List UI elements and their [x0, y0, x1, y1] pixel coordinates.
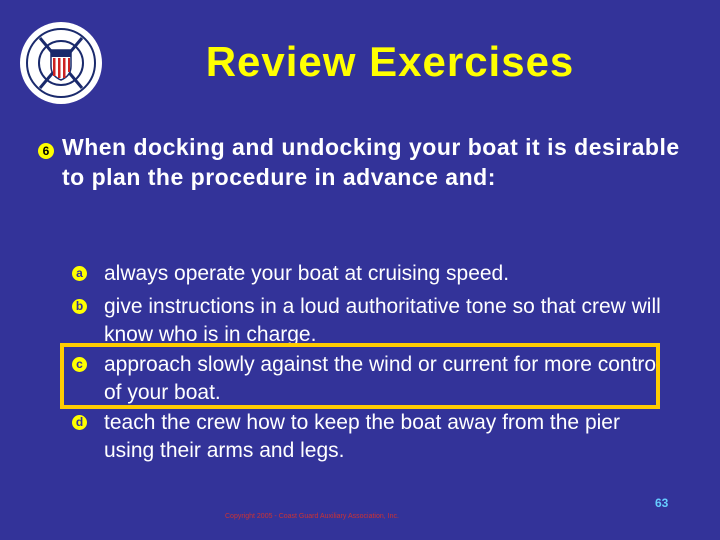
- answer-letter-badge: c: [72, 357, 87, 372]
- correct-answer-highlight: [60, 343, 660, 409]
- answer-text: always operate your boat at cruising speed.: [104, 262, 510, 285]
- answer-text: approach slowly against the wind or current for more control of your boat.: [104, 353, 661, 404]
- answer-text: give instructions in a loud authoritative tone so that crew will know who is in charge.: [104, 295, 661, 346]
- answer-letter-badge: d: [72, 415, 87, 430]
- answer-letter-badge: b: [72, 299, 87, 314]
- coast-guard-auxiliary-seal-icon: [18, 20, 104, 106]
- question-number-badge: 6: [38, 143, 54, 159]
- answer-letter-badge: a: [72, 266, 87, 281]
- question-text: When docking and undocking your boat it is desirable to plan the procedure in advance and:: [62, 134, 680, 190]
- answer-text: teach the crew how to keep the boat away from the pier using their arms and legs.: [104, 411, 620, 462]
- page-number: 63: [655, 496, 669, 510]
- copyright-text: Copyright 2005 - Coast Guard Auxiliary Association, Inc.: [225, 513, 399, 520]
- slide-title: Review Exercises: [205, 38, 575, 85]
